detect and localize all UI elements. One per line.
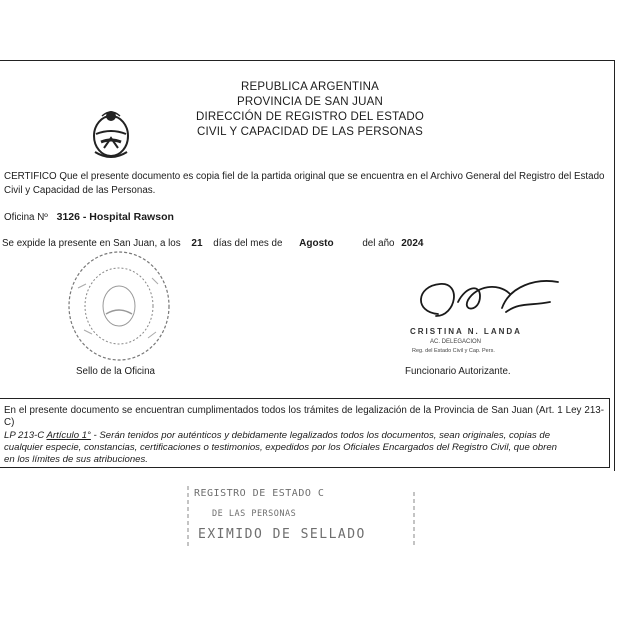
signatory-office: Reg. del Estado Civil y Cap. Pers. (412, 348, 495, 354)
issue-prefix: Se expide la presente en San Juan, a los (2, 238, 181, 249)
seal-label: Sello de la Oficina (76, 366, 155, 377)
coat-of-arms-icon (90, 108, 132, 160)
header-province: PROVINCIA DE SAN JUAN (236, 96, 384, 108)
office-seal-icon (64, 248, 174, 366)
law-text: - Serán tenidos por auténticos y debidamente legalizados todos los documentos, sean originales, copias de cualquier especie, constancias, certificaciones o testimonios, expedidos por los Oficiales Encargados del Registro Civil, que obren en los límites de sus atribuciones. (4, 430, 557, 465)
certification-text: CERTIFICO Que el presente documento es copia fiel de la partida original que se encuentra en el Archivo General del Registro del Estado Civil y Capacidad de las Personas. (4, 171, 605, 196)
issue-year: 2024 (401, 238, 424, 249)
law-article: Artículo 1° (46, 430, 91, 441)
header-direction: DIRECCIÓN DE REGISTRO DEL ESTADO (195, 111, 425, 123)
official-label: Funcionario Autorizante. (405, 366, 511, 377)
header-country: REPUBLICA ARGENTINA (240, 81, 379, 93)
issue-middle: días del mes de (213, 238, 283, 249)
office-label: Oficina Nº (4, 212, 48, 223)
legalization-text: En el presente documento se encuentran cumplimentados todos los trámites de legalización de la Provincia de San Juan (Art. 1 Ley 213-C) (4, 405, 604, 428)
law-reference: LP 213-C (4, 430, 45, 441)
office-line (4, 211, 174, 223)
signatory-name: CRISTINA N. LANDA (410, 327, 522, 336)
issue-year-label: del año (362, 238, 395, 249)
issuer-header (160, 80, 460, 140)
signatory-role: AC. DELEGACION (430, 339, 482, 345)
header-direction-cont: CIVIL Y CAPACIDAD DE LAS PERSONAS (196, 126, 424, 138)
law-citation (4, 430, 564, 466)
issue-month: Agosto (299, 238, 334, 249)
signature-icon (410, 272, 570, 332)
issue-day: 21 (191, 238, 203, 249)
stamp-line-3: EXIMIDO DE SELLADO (198, 527, 366, 542)
office-value: 3126 - Hospital Rawson (56, 211, 174, 223)
stamp-line-2: DE LAS PERSONAS (212, 509, 297, 519)
stamp-line-1: REGISTRO DE ESTADO C (194, 488, 325, 499)
